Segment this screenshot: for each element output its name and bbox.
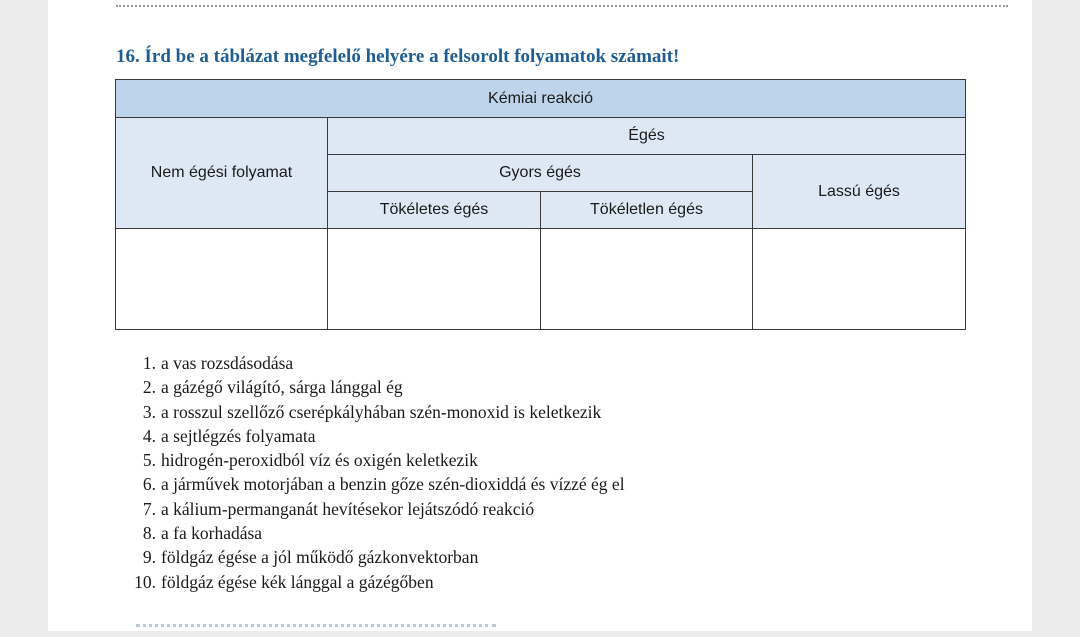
item-number: 1.	[142, 353, 156, 373]
item-text: földgáz égése a jól működő gázkonvektorban	[161, 547, 479, 568]
item-text: a fa korhadása	[161, 523, 263, 544]
item-text: a kálium-permanganát hevítésekor lejátszódó reakció	[161, 498, 535, 519]
item-text: a sejtlégzés folyamata	[161, 425, 316, 446]
answer-cell-incomplete-combustion[interactable]	[541, 229, 753, 330]
classification-table	[115, 79, 966, 330]
header-slow-combustion: Lassú égés	[753, 155, 966, 229]
answer-cell-complete-combustion[interactable]	[328, 229, 541, 330]
header-non-combustion: Nem égési folyamat	[116, 118, 328, 229]
header-chemical-reaction: Kémiai reakció	[116, 80, 966, 118]
item-number: 7.	[142, 498, 156, 519]
header-combustion: Égés	[328, 118, 966, 155]
item-text: a vas rozsdásodása	[161, 353, 294, 373]
item-number: 8.	[142, 523, 156, 544]
header-fast-combustion: Gyors égés	[328, 155, 753, 192]
list-item	[114, 497, 625, 521]
list-item	[114, 375, 625, 399]
process-list	[114, 351, 625, 594]
separator-dotted-line	[116, 5, 1008, 7]
question-number: 16.	[116, 46, 140, 67]
item-text: a járművek motorjában a benzin gőze szén-dioxiddá és vízzé ég el	[161, 474, 625, 495]
list-item	[114, 570, 625, 594]
item-text: földgáz égése kék lánggal a gázégőben	[161, 571, 434, 592]
list-item	[114, 351, 625, 375]
list-item	[114, 472, 625, 496]
header-complete-combustion: Tökéletes égés	[328, 192, 541, 229]
item-number: 2.	[142, 377, 156, 398]
list-item	[114, 521, 625, 545]
item-number: 5.	[142, 450, 156, 471]
worksheet-page	[48, 0, 1032, 631]
item-number: 10.	[134, 571, 156, 592]
item-text: a rosszul szellőző cserépkályhában szén-monoxid is keletkezik	[161, 401, 602, 422]
list-item	[114, 448, 625, 472]
item-number: 6.	[142, 474, 156, 495]
answer-cell-non-combustion[interactable]	[116, 229, 328, 330]
item-text: a gázégő világító, sárga lánggal ég	[161, 377, 403, 398]
answer-cell-slow-combustion[interactable]	[753, 229, 966, 330]
list-item	[114, 424, 625, 448]
question-text: Írd be a táblázat megfelelő helyére a felsorolt folyamatok számait!	[144, 46, 680, 67]
list-item	[114, 400, 625, 424]
question-title	[116, 46, 679, 68]
item-number: 4.	[142, 425, 156, 446]
header-incomplete-combustion: Tökéletlen égés	[541, 192, 753, 229]
list-item	[114, 545, 625, 569]
item-number: 3.	[142, 401, 156, 422]
item-text: hidrogén-peroxidból víz és oxigén keletkezik	[161, 450, 478, 471]
item-number: 9.	[142, 547, 156, 568]
